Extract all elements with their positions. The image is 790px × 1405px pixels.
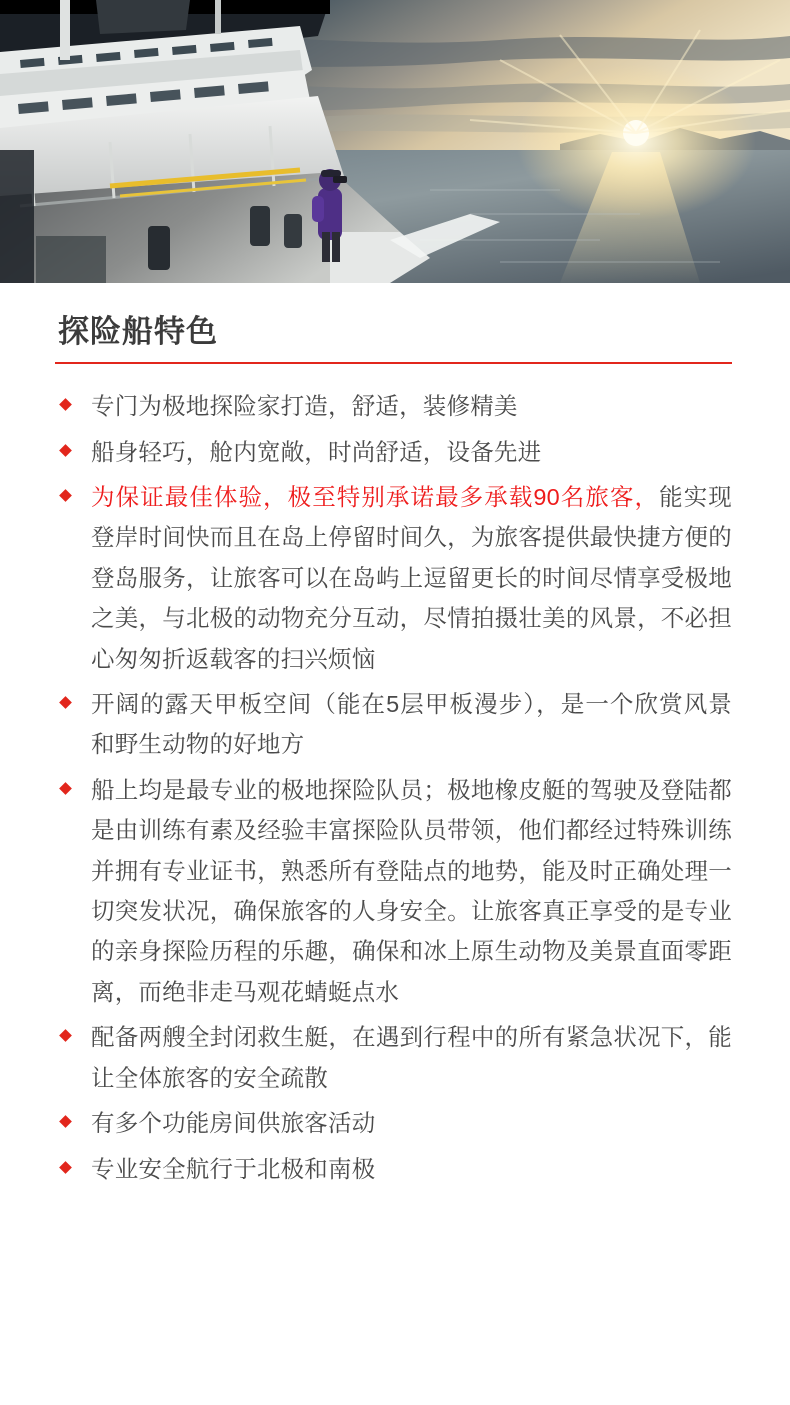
list-item	[55, 477, 732, 679]
diamond-bullet-icon	[59, 1029, 72, 1042]
diamond-bullet-icon	[59, 444, 72, 457]
list-item	[55, 1017, 732, 1098]
content-area	[0, 283, 790, 1234]
diamond-bullet-icon	[59, 398, 72, 411]
list-item	[55, 684, 732, 765]
feature-text: 船身轻巧，舱内宽敞，时尚舒适，设备先进	[91, 438, 542, 465]
feature-text: 配备两艘全封闭救生艇，在遇到行程中的所有紧急状况下，能让全体旅客的安全疏散	[91, 1024, 732, 1091]
list-item	[55, 1149, 732, 1189]
list-item	[55, 770, 732, 1012]
list-item	[55, 432, 732, 472]
list-item	[55, 386, 732, 426]
hero-photo-illustration	[0, 0, 790, 283]
diamond-bullet-icon	[59, 782, 72, 795]
diamond-bullet-icon	[59, 489, 72, 502]
page-title: 探险船特色	[58, 314, 218, 349]
diamond-bullet-icon	[59, 1161, 72, 1174]
feature-text: 专业安全航行于北极和南极	[91, 1155, 376, 1182]
hero-photo	[0, 0, 790, 283]
diamond-bullet-icon	[59, 1115, 72, 1128]
list-item	[55, 1103, 732, 1143]
feature-text: 能实现登岸时间快而且在岛上停留时间久，为旅客提供最快捷方便的登岛服务，让旅客可以在岛屿上逗留更长的时间尽情享受极地之美，与北极的动物充分互动，尽情拍摄壮美的风景，不必担心匆匆折返载客的扫兴烦恼	[91, 484, 732, 672]
feature-text: 开阔的露天甲板空间（能在5层甲板漫步），是一个欣赏风景和野生动物的好地方	[91, 691, 732, 758]
feature-text: 船上均是最专业的极地探险队员；极地橡皮艇的驾驶及登陆都是由训练有素及经验丰富探险队员带领，他们都经过特殊训练并拥有专业证书，熟悉所有登陆点的地势，能及时正确处理一切突发状况，确保旅客的人身安全。让旅客真正享受的是专业的亲身探险历程的乐趣，确保和冰上原生动物及美景直面零距离，而绝非走马观花蜻蜓点水	[91, 776, 732, 1005]
title-underline-rule	[55, 362, 732, 364]
feature-list	[55, 386, 732, 1189]
feature-text: 专门为极地探险家打造，舒适，装修精美	[91, 393, 518, 420]
feature-text: 有多个功能房间供旅客活动	[91, 1110, 376, 1137]
feature-text-highlight: 为保证最佳体验，极至特别承诺最多承载90名旅客，	[91, 484, 660, 510]
diamond-bullet-icon	[59, 696, 72, 709]
